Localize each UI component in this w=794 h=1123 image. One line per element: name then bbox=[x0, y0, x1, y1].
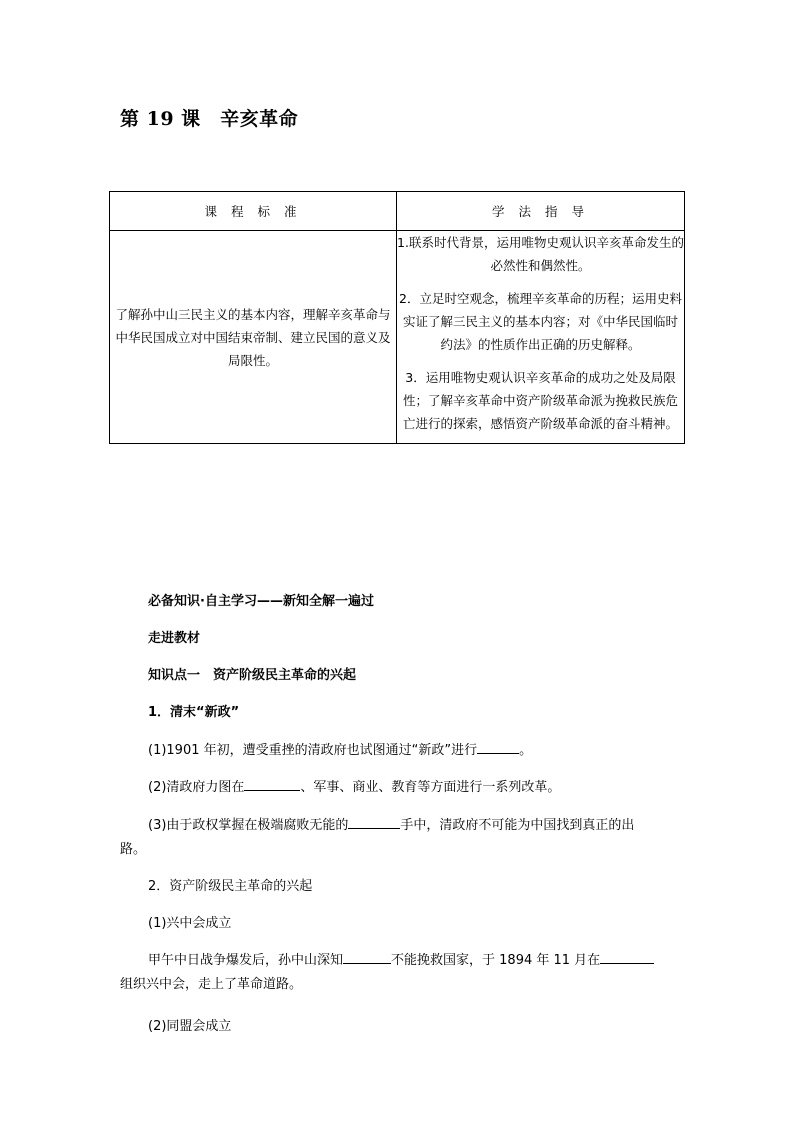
question-text: 不能挽救国家，于 1894 年 11 月在 bbox=[391, 953, 601, 968]
question-line bbox=[148, 739, 532, 758]
sub-item-heading: (1)兴中会成立 bbox=[148, 916, 232, 931]
question-text: 、军事、商业、教育等方面进行一系列改革。 bbox=[300, 780, 561, 795]
answer-blank[interactable] bbox=[343, 949, 391, 964]
standard-text: 了解孙中山三民主义的基本内容，理解辛亥革命与中华民国成立对中国结束帝制、建立民国的意义及局限性。 bbox=[115, 306, 391, 368]
question-line bbox=[148, 949, 654, 968]
question-text: 手中，清政府不可能为中国找到真正的出 bbox=[400, 818, 635, 833]
question-text: (3)由于政权掌握在极端腐败无能的 bbox=[148, 818, 349, 833]
item-heading: 1．清末“新政” bbox=[148, 705, 240, 720]
guide-item: 2．立足时空观念，梳理辛亥革命的历程；运用史料实证了解三民主义的基本内容；对《中华民国临时约法》的性质作出正确的历史解释。 bbox=[399, 291, 682, 352]
guide-item: 1.联系时代背景，运用唯物史观认识辛亥革命发生的必然性和偶然性。 bbox=[397, 235, 684, 273]
knowledge-point-heading: 知识点一 资产阶级民主革命的兴起 bbox=[148, 668, 357, 683]
answer-blank[interactable] bbox=[600, 949, 654, 964]
sub-item-heading: (2)同盟会成立 bbox=[148, 1019, 232, 1034]
answer-blank[interactable] bbox=[477, 739, 519, 754]
lesson-title: 第 19 课 辛亥革命 bbox=[120, 108, 299, 130]
guide-item: 3．运用唯物史观认识辛亥革命的成功之处及局限性；了解辛亥革命中资产阶级革命派为挽救民族危亡进行的探索，感悟资产阶级革命派的奋斗精神。 bbox=[402, 370, 678, 431]
answer-blank[interactable] bbox=[244, 776, 300, 791]
question-line bbox=[148, 814, 634, 833]
question-text: 。 bbox=[519, 743, 533, 758]
section-heading: 必备知识·自主学习——新知全解一遍过 bbox=[148, 594, 374, 609]
guide-cell bbox=[397, 231, 685, 444]
standard-cell bbox=[110, 231, 397, 444]
item-heading: 2．资产阶级民主革命的兴起 bbox=[148, 879, 313, 894]
question-text: (2)清政府力图在 bbox=[148, 780, 245, 795]
question-text: (1)1901 年初，遭受重挫的清政府也试图通过“新政”进行 bbox=[148, 743, 478, 758]
answer-blank[interactable] bbox=[348, 814, 400, 829]
question-continuation: 路。 bbox=[120, 842, 147, 857]
question-line bbox=[148, 776, 560, 795]
header-standard: 课 程 标 准 bbox=[110, 192, 397, 231]
sub-heading: 走进教材 bbox=[148, 631, 201, 646]
curriculum-table bbox=[109, 191, 685, 444]
question-text: 甲午中日战争爆发后，孙中山深知 bbox=[148, 953, 344, 968]
question-continuation: 组织兴中会，走上了革命道路。 bbox=[120, 977, 303, 992]
header-guide: 学 法 指 导 bbox=[397, 192, 685, 231]
